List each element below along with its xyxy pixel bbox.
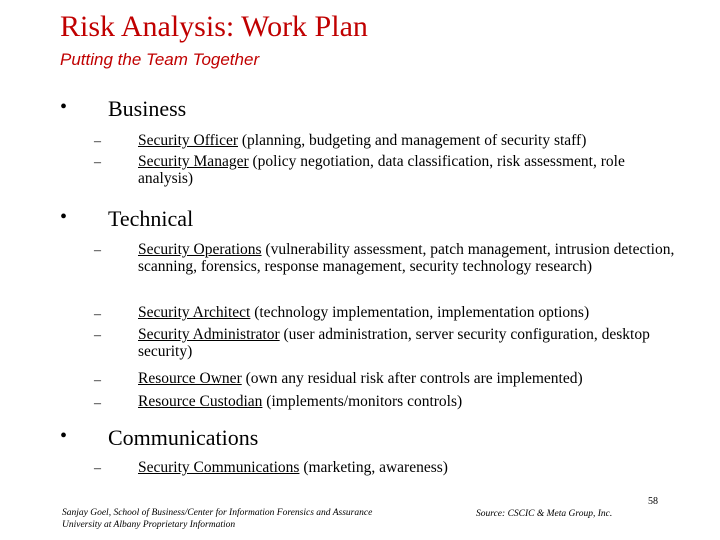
dash: – [94, 155, 101, 170]
item-resource-custodian [138, 393, 683, 410]
role-name: Security Architect [138, 304, 251, 321]
heading-technical: Technical [108, 206, 194, 231]
dash: – [94, 328, 101, 343]
role-description: (vulnerability assessment, patch management, intrusion detection, scanning, forensics, response management, security technology research) [138, 241, 675, 275]
role-name: Security Officer [138, 132, 238, 149]
heading-business: Business [108, 96, 187, 121]
role-name: Security Communications [138, 459, 300, 476]
role-name: Security Administrator [138, 326, 280, 343]
role-description: (implements/monitors controls) [262, 393, 463, 410]
dash: – [94, 134, 101, 149]
footer-line-2: University at Albany Proprietary Information [62, 520, 236, 530]
dash: – [94, 373, 101, 388]
bullet-technical: • [60, 206, 68, 228]
footer-attribution [62, 507, 372, 531]
role-description: (marketing, awareness) [299, 459, 448, 476]
item-security-communications [138, 459, 683, 476]
slide-title: Risk Analysis: Work Plan [60, 10, 368, 43]
role-description: (policy negotiation, data classification, risk assessment, role analysis) [138, 153, 625, 187]
role-description: (planning, budgeting and management of security staff) [238, 132, 587, 149]
bullet-communications: • [60, 425, 68, 447]
role-description: (own any residual risk after controls are implemented) [241, 370, 583, 387]
dash: – [94, 461, 101, 476]
slide-subtitle: Putting the Team Together [60, 50, 260, 69]
heading-communications: Communications [108, 425, 259, 450]
item-security-officer [138, 132, 683, 149]
dash: – [94, 396, 101, 411]
role-name: Resource Custodian [138, 393, 263, 410]
role-name: Security Operations [138, 241, 262, 258]
role-description: (user administration, server security configuration, desktop security) [138, 326, 650, 360]
item-security-architect [138, 304, 683, 321]
dash: – [94, 307, 101, 322]
item-security-administrator [138, 326, 683, 360]
dash: – [94, 243, 101, 258]
role-description: (technology implementation, implementation options) [250, 304, 590, 321]
item-resource-owner [138, 370, 683, 387]
role-name: Resource Owner [138, 370, 242, 387]
footer-source: Source: CSCIC & Meta Group, Inc. [476, 509, 613, 519]
item-security-manager [138, 153, 683, 187]
footer-line-1: Sanjay Goel, School of Business/Center for Information Forensics and Assurance [62, 508, 373, 518]
bullet-business: • [60, 96, 68, 118]
item-security-operations [138, 241, 683, 275]
role-name: Security Manager [138, 153, 249, 170]
page-number: 58 [648, 496, 658, 507]
